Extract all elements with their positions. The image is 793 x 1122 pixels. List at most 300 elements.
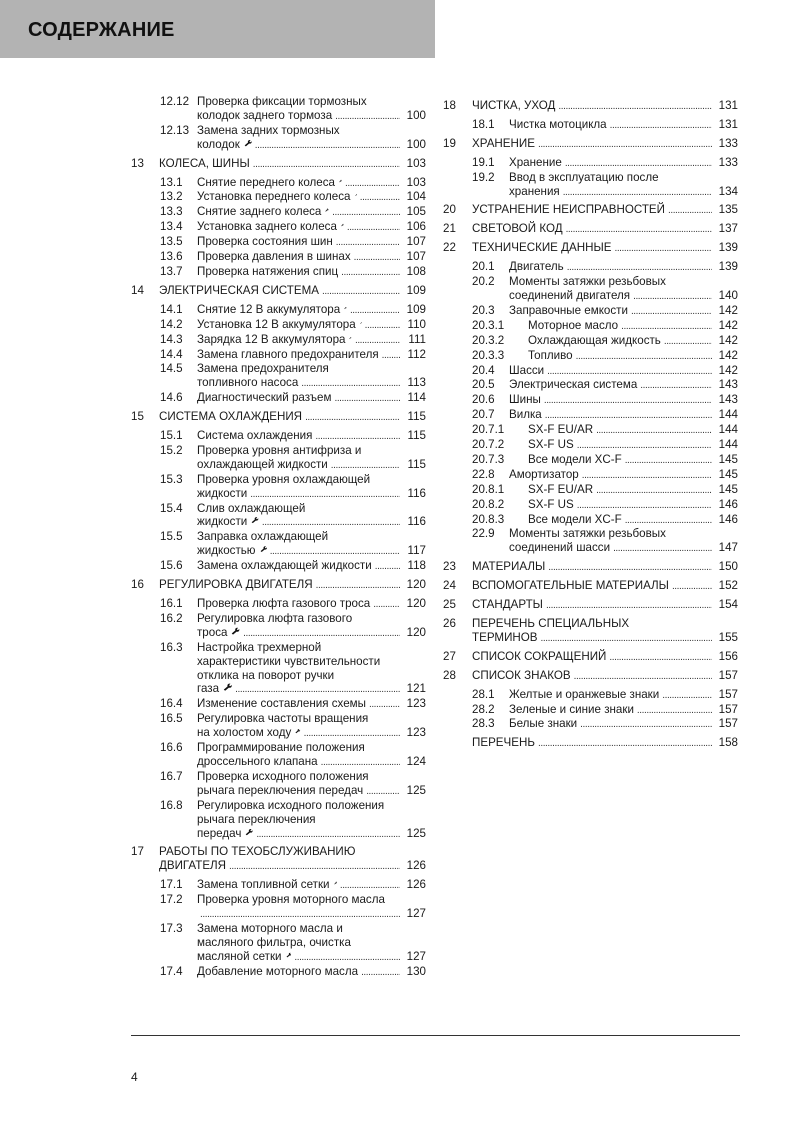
toc-entry-number: 20.7.3 (472, 452, 505, 466)
toc-entry-number: 14.3 (160, 332, 183, 346)
dot-leader (631, 304, 712, 319)
dot-leader (262, 515, 400, 530)
toc-entry-number: 17.2 (160, 893, 183, 907)
toc-entry-title-line: Программирование положения (197, 741, 365, 755)
toc-entry-title-line: Замена предохранителя (197, 362, 329, 376)
toc-entry-title-line: характеристики чувствительности (197, 654, 381, 668)
toc-entry[interactable] (131, 124, 426, 153)
toc-entry-page: 113 (407, 376, 426, 390)
toc-entry-title-line: жидкости (197, 515, 248, 529)
toc-entry-page: 125 (406, 783, 426, 797)
toc-entry-title-line: Желтые и оранжевые знаки (509, 687, 660, 701)
toc-entry-number: 15.5 (160, 530, 183, 544)
dot-leader (322, 284, 400, 299)
toc-entry[interactable] (131, 965, 426, 980)
toc-entry[interactable] (131, 318, 426, 333)
toc-entry-number: 20.8.3 (472, 512, 505, 526)
toc-entry-number: 20.7 (472, 408, 495, 422)
toc-entry-number: 13.1 (160, 175, 183, 189)
toc-entry-title-line: охлаждающей жидкости (197, 457, 328, 471)
dot-leader (609, 650, 712, 665)
toc-entry[interactable] (443, 319, 738, 334)
toc-entry[interactable] (443, 453, 738, 468)
toc-entry-page: 142 (718, 333, 738, 347)
dot-leader (633, 289, 712, 304)
toc-entry-page: 146 (718, 512, 738, 526)
toc-entry-title-line: жидкости (197, 486, 248, 500)
toc-entry-number: 17.1 (160, 878, 183, 892)
toc-entry-title-line: Регулировка исходного положения (197, 798, 385, 812)
toc-entry-title-line: ТЕХНИЧЕСКИЕ ДАННЫЕ (472, 241, 612, 255)
dot-leader (336, 235, 400, 250)
toc-left-column (131, 95, 426, 980)
toc-entry-number: 16.6 (160, 741, 183, 755)
toc-entry[interactable] (131, 333, 426, 348)
toc-entry-page: 100 (406, 108, 426, 122)
toc-entry-page: 117 (407, 544, 426, 558)
toc-entry-number: 14.5 (160, 362, 183, 376)
toc-entry[interactable] (443, 717, 738, 732)
toc-entry-title-line: СТАНДАРТЫ (472, 598, 543, 612)
toc-entry-page: 156 (718, 649, 738, 663)
toc-entry[interactable] (131, 362, 426, 391)
toc-entry-number: 16.4 (160, 697, 183, 711)
toc-entry-number: 16 (131, 578, 144, 592)
dot-leader (255, 138, 400, 153)
dot-leader (345, 176, 400, 191)
toc-entry[interactable] (443, 222, 738, 237)
toc-entry-title-line: Моменты затяжки резьбовых (509, 275, 666, 289)
toc-entry[interactable] (131, 530, 426, 559)
dot-leader (350, 303, 400, 318)
toc-entry[interactable] (131, 712, 426, 741)
toc-entry-page: 111 (408, 332, 426, 346)
toc-entry[interactable] (131, 893, 426, 922)
dot-leader (315, 429, 400, 444)
toc-entry-title-line: Проверка состояния шин (197, 235, 333, 249)
toc-entry[interactable] (443, 118, 738, 133)
toc-entry-page: 100 (406, 137, 426, 151)
dot-leader (316, 578, 400, 593)
wrench-icon (360, 318, 362, 328)
toc-entry-title-line: Чистка мотоцикла (509, 117, 607, 131)
dot-leader (304, 726, 400, 741)
toc-entry-number: 15.4 (160, 501, 183, 515)
toc-entry[interactable] (131, 157, 426, 172)
toc-entry-title-line: масляной сетки (197, 949, 282, 963)
toc-entry-page: 115 (407, 410, 426, 424)
wrench-icon (339, 176, 342, 186)
toc-entry[interactable] (131, 284, 426, 299)
toc-entry-title-line: SX-F US (528, 497, 574, 511)
toc-entry[interactable] (131, 578, 426, 593)
toc-entry-page: 157 (718, 717, 738, 731)
toc-entry[interactable] (131, 845, 426, 874)
toc-entry[interactable] (131, 770, 426, 799)
toc-entry-title-line: Проверка уровня моторного масла (197, 893, 385, 907)
dot-leader (235, 682, 400, 697)
dot-leader (538, 736, 712, 751)
toc-entry[interactable] (443, 334, 738, 349)
toc-entry-page: 144 (718, 423, 738, 437)
toc-entry-page: 120 (406, 625, 426, 639)
toc-entry[interactable] (131, 391, 426, 406)
toc-entry-number: 15.2 (160, 443, 183, 457)
toc-entry-title-line: ХРАНЕНИЕ (472, 136, 535, 150)
toc-entry-page: 115 (407, 429, 426, 443)
dot-leader (341, 265, 400, 280)
toc-entry-page: 157 (718, 668, 738, 682)
toc-entry-page: 157 (718, 702, 738, 716)
toc-entry[interactable] (443, 156, 738, 171)
toc-entry[interactable] (131, 190, 426, 205)
toc-entry-page: 124 (406, 754, 426, 768)
toc-entry-page: 126 (406, 859, 426, 873)
toc-entry[interactable] (131, 176, 426, 191)
toc-entry-title-line: УСТРАНЕНИЕ НЕИСПРАВНОСТЕЙ (472, 203, 665, 217)
toc-entry-page: 127 (406, 907, 426, 921)
toc-entry-page: 112 (407, 347, 426, 361)
toc-entry[interactable] (443, 579, 738, 594)
toc-entry-title-line: Шасси (509, 363, 545, 377)
toc-entry-title-line: Замена задних тормозных (197, 123, 340, 137)
toc-entry[interactable] (131, 220, 426, 235)
toc-entry[interactable] (443, 527, 738, 556)
toc-entry-title-line: Топливо (528, 348, 573, 362)
toc-entry-title-line: хранения (509, 184, 560, 198)
wrench-icon (260, 544, 267, 554)
toc-entry[interactable] (443, 513, 738, 528)
toc-entry-title-line: троса (197, 625, 228, 639)
toc-entry-title-line: ПЕРЕЧЕНЬ (472, 736, 535, 750)
dot-leader (547, 364, 712, 379)
dot-leader (596, 483, 712, 498)
toc-entry-number: 17.4 (160, 964, 183, 978)
dot-leader (637, 703, 712, 718)
toc-entry-page: 120 (406, 578, 426, 592)
toc-entry[interactable] (443, 468, 738, 483)
toc-entry-page: 155 (718, 630, 738, 644)
toc-entry-number: 20.7.1 (472, 423, 505, 437)
toc-entry-number: 12.12 (160, 95, 190, 108)
toc-entry[interactable] (131, 429, 426, 444)
dot-leader (335, 109, 400, 124)
toc-entry[interactable] (131, 597, 426, 612)
toc-entry-number: 14.2 (160, 317, 183, 331)
dot-leader (253, 157, 400, 172)
dot-leader (347, 220, 400, 235)
toc-entry-title-line: соединений шасси (509, 541, 611, 555)
toc-entry-number: 13.2 (160, 190, 183, 204)
toc-entry[interactable] (443, 617, 738, 646)
wrench-icon (286, 950, 292, 960)
toc-entry[interactable] (443, 241, 738, 256)
toc-entry[interactable] (131, 265, 426, 280)
dot-leader (361, 965, 400, 980)
toc-entry-title-line: Регулировка частоты вращения (197, 712, 369, 726)
dot-leader (621, 319, 712, 334)
toc-entry[interactable] (443, 438, 738, 453)
dot-leader (613, 541, 712, 556)
toc-entry[interactable] (131, 303, 426, 318)
toc-entry[interactable] (443, 304, 738, 319)
toc-entry[interactable] (443, 260, 738, 275)
dot-leader (565, 156, 712, 171)
toc-entry-title-line: Регулировка люфта газового (197, 611, 353, 625)
wrench-icon (344, 303, 347, 313)
toc-entry-page: 123 (406, 726, 426, 740)
wrench-icon (245, 827, 253, 837)
toc-entry[interactable] (131, 741, 426, 770)
dot-leader (640, 378, 712, 393)
dot-leader (576, 349, 712, 364)
toc-entry-page: 106 (406, 220, 426, 234)
toc-entry[interactable] (443, 669, 738, 684)
toc-entry[interactable] (131, 410, 426, 425)
dot-leader (544, 393, 712, 408)
toc-entry-number: 20.3.3 (472, 348, 505, 362)
toc-entry-number: 20.2 (472, 275, 495, 289)
toc-entry-page: 144 (718, 408, 738, 422)
toc-entry-page: 114 (407, 391, 426, 405)
toc-entry[interactable] (443, 364, 738, 379)
toc-entry-number: 15.1 (160, 429, 183, 443)
toc-entry-title-line: ТЕРМИНОВ (472, 630, 538, 644)
toc-entry-number: 16.7 (160, 769, 183, 783)
toc-entry[interactable] (443, 598, 738, 613)
toc-entry-number: 15.6 (160, 559, 183, 573)
toc-entry-title-line: Зеленые и синие знаки (509, 702, 634, 716)
dot-leader (577, 438, 712, 453)
toc-entry-page: 131 (718, 117, 738, 131)
dot-leader (664, 334, 712, 349)
dot-leader (538, 137, 712, 152)
wrench-icon (251, 515, 259, 525)
toc-entry-title-line: Ввод в эксплуатацию после (509, 170, 659, 184)
toc-entry-page: 118 (407, 559, 426, 573)
toc-entry-number: 21 (443, 222, 456, 236)
toc-entry-number: 28.1 (472, 687, 495, 701)
dot-leader (355, 333, 400, 348)
toc-entry-page: 103 (406, 175, 426, 189)
toc-entry-title-line: Заправочные емкости (509, 303, 628, 317)
toc-entry-title-line: Замена топливной сетки (197, 878, 330, 892)
toc-entry-title-line: Замена главного предохранителя (197, 347, 379, 361)
toc-entry[interactable] (443, 203, 738, 218)
toc-entry-number: 28 (443, 668, 456, 682)
dot-leader (354, 250, 400, 265)
toc-entry-number: 20.4 (472, 363, 495, 377)
toc-entry[interactable] (443, 483, 738, 498)
toc-entry-page: 116 (407, 486, 426, 500)
toc-entry-title-line: Замена моторного масла и (197, 921, 343, 935)
toc-entry[interactable] (443, 99, 738, 114)
toc-entry[interactable] (443, 688, 738, 703)
toc-entry[interactable] (131, 641, 426, 698)
wrench-icon (244, 138, 252, 148)
toc-entry-title-line: Заправка охлаждающей (197, 530, 329, 544)
toc-entry[interactable] (131, 250, 426, 265)
dot-leader (256, 827, 400, 842)
dot-leader (373, 597, 400, 612)
toc-entry-number: 24 (443, 579, 456, 593)
toc-entry[interactable] (443, 703, 738, 718)
dot-leader (614, 241, 712, 256)
toc-entry-page: 107 (406, 250, 426, 264)
toc-entry-number: 20.1 (472, 260, 495, 274)
toc-entry[interactable] (443, 408, 738, 423)
toc-entry-page: 131 (718, 99, 738, 112)
toc-entry-page: 137 (718, 222, 738, 236)
toc-entry-title-line: Двигатель (509, 260, 564, 274)
toc-entry-page: 134 (718, 184, 738, 198)
toc-entry-number: 27 (443, 649, 456, 663)
dot-leader (563, 185, 712, 200)
wrench-icon (223, 682, 232, 692)
dot-leader (305, 410, 400, 425)
toc-entry-page: 145 (718, 452, 738, 466)
toc-entry-number: 15.3 (160, 472, 183, 486)
toc-entry-page: 144 (718, 438, 738, 452)
dot-leader (662, 688, 712, 703)
toc-entry-page: 140 (718, 288, 738, 302)
toc-entry-page: 152 (718, 579, 738, 593)
toc-entry-title-line: СИСТЕМА ОХЛАЖДЕНИЯ (159, 410, 303, 424)
toc-entry-number: 22 (443, 241, 456, 255)
toc-entry-title-line: газа (197, 682, 220, 696)
toc-entry-number: 25 (443, 598, 456, 612)
dot-leader (200, 907, 400, 922)
toc-entry-number: 13.6 (160, 250, 183, 264)
toc-entry-page: 121 (406, 682, 426, 696)
toc-entry-title-line: Проверка натяжения спиц (197, 264, 339, 278)
toc-entry-page: 127 (406, 949, 426, 963)
toc-entry-title-line: дроссельного клапана (197, 754, 318, 768)
toc-entry[interactable] (131, 612, 426, 641)
toc-entry[interactable] (443, 560, 738, 575)
toc-entry-title-line: Электрическая система (509, 378, 638, 392)
toc-entry-title-line: Моторное масло (528, 318, 619, 332)
toc-entry-title-line: Изменение составления схемы (197, 697, 366, 711)
toc-entry[interactable] (131, 348, 426, 363)
toc-entry[interactable] (131, 799, 426, 842)
dot-leader (546, 598, 712, 613)
dot-leader (229, 859, 400, 874)
dot-leader (366, 784, 400, 799)
toc-entry-title-line: Добавление моторного масла (197, 964, 359, 978)
toc-entry-page: 116 (407, 515, 426, 529)
toc-entry-number: 13 (131, 156, 144, 170)
dot-leader (270, 544, 400, 559)
toc-entry[interactable] (131, 559, 426, 574)
toc-entry[interactable] (131, 95, 426, 124)
toc-entry-number: 17.3 (160, 921, 183, 935)
toc-entry-page: 142 (718, 303, 738, 317)
toc-entry-title-line: жидкостью (197, 544, 256, 558)
toc-entry-number: 12.13 (160, 123, 190, 137)
toc-entry-title-line: Хранение (509, 155, 562, 169)
toc-entry[interactable] (443, 423, 738, 438)
wrench-icon (295, 726, 300, 736)
toc-entry[interactable] (443, 498, 738, 513)
toc-entry[interactable] (443, 171, 738, 200)
toc-entry-title-line: колодок заднего тормоза (197, 108, 333, 122)
toc-entry-title-line: топливного насоса (197, 376, 299, 390)
toc-entry-title-line: ПЕРЕЧЕНЬ СПЕЦИАЛЬНЫХ (472, 617, 630, 630)
toc-entry-number: 20.7.2 (472, 438, 505, 452)
toc-entry[interactable] (131, 205, 426, 220)
toc-entry[interactable] (131, 473, 426, 502)
toc-entry[interactable] (131, 444, 426, 473)
toc-entry-title-line: рычага переключения (197, 812, 316, 826)
toc-entry-title-line: масляного фильтра, очистка (197, 935, 351, 949)
dot-leader (580, 717, 712, 732)
toc-entry-title-line: Зарядка 12 В аккумулятора (197, 332, 346, 346)
toc-entry-page: 104 (406, 190, 426, 204)
toc-entry-title-line: МАТЕРИАЛЫ (472, 560, 546, 574)
toc-entry-number: 14.6 (160, 391, 183, 405)
toc-entry[interactable] (131, 502, 426, 531)
toc-entry-title-line: СПИСОК СОКРАЩЕНИЙ (472, 649, 607, 663)
wrench-icon (341, 220, 344, 230)
toc-entry-page: 125 (406, 826, 426, 840)
toc-entry-page: 158 (718, 736, 738, 750)
toc-entry-number: 20.5 (472, 378, 495, 392)
toc-entry-page: 126 (406, 878, 426, 892)
toc-entry[interactable] (131, 922, 426, 965)
toc-entry-number: 14.4 (160, 347, 183, 361)
toc-entry-page: 133 (718, 136, 738, 150)
toc-entry-number: 20.3.2 (472, 333, 505, 347)
toc-entry-title-line: Проверка фиксации тормозных (197, 95, 367, 108)
toc-entry-number: 18 (443, 99, 456, 112)
toc-entry-title-line: РЕГУЛИРОВКА ДВИГАТЕЛЯ (159, 578, 313, 592)
toc-entry-number: 14 (131, 283, 144, 297)
toc-entry[interactable] (131, 697, 426, 712)
toc-entry-page: 142 (718, 363, 738, 377)
dot-leader (558, 99, 712, 114)
dot-leader (301, 376, 400, 391)
dot-leader (668, 203, 712, 218)
toc-entry[interactable] (443, 137, 738, 152)
toc-entry[interactable] (131, 878, 426, 893)
toc-entry-number: 20.8.2 (472, 497, 505, 511)
toc-entry-page: 107 (406, 235, 426, 249)
toc-entry-title-line: РАБОТЫ ПО ТЕХОБСЛУЖИВАНИЮ (159, 845, 356, 859)
toc-entry[interactable] (443, 650, 738, 665)
toc-entry[interactable] (443, 393, 738, 408)
dot-leader (321, 755, 400, 770)
toc-entry-title-line: Шины (509, 393, 541, 407)
toc-entry[interactable] (443, 378, 738, 393)
toc-entry-title-line: СВЕТОВОЙ КОД (472, 222, 563, 236)
dot-leader (545, 408, 712, 423)
toc-entry-title-line: SX-F EU/AR (528, 423, 594, 437)
toc-entry-title-line: Проверка уровня антифриза и (197, 443, 362, 457)
toc-entry[interactable] (443, 275, 738, 304)
toc-entry[interactable] (443, 349, 738, 364)
toc-entry-title-line: Белые знаки (509, 717, 578, 731)
toc-entry-page: 105 (406, 205, 426, 219)
toc-entry[interactable] (131, 235, 426, 250)
toc-entry-number: 19.1 (472, 155, 495, 169)
toc-entry-number: 20 (443, 203, 456, 217)
dot-leader (566, 222, 712, 237)
toc-entry[interactable] (443, 736, 738, 751)
toc-entry-title-line: Установка переднего колеса (197, 190, 351, 204)
toc-entry-number: 28.3 (472, 717, 495, 731)
toc-entry-page: 123 (406, 697, 426, 711)
